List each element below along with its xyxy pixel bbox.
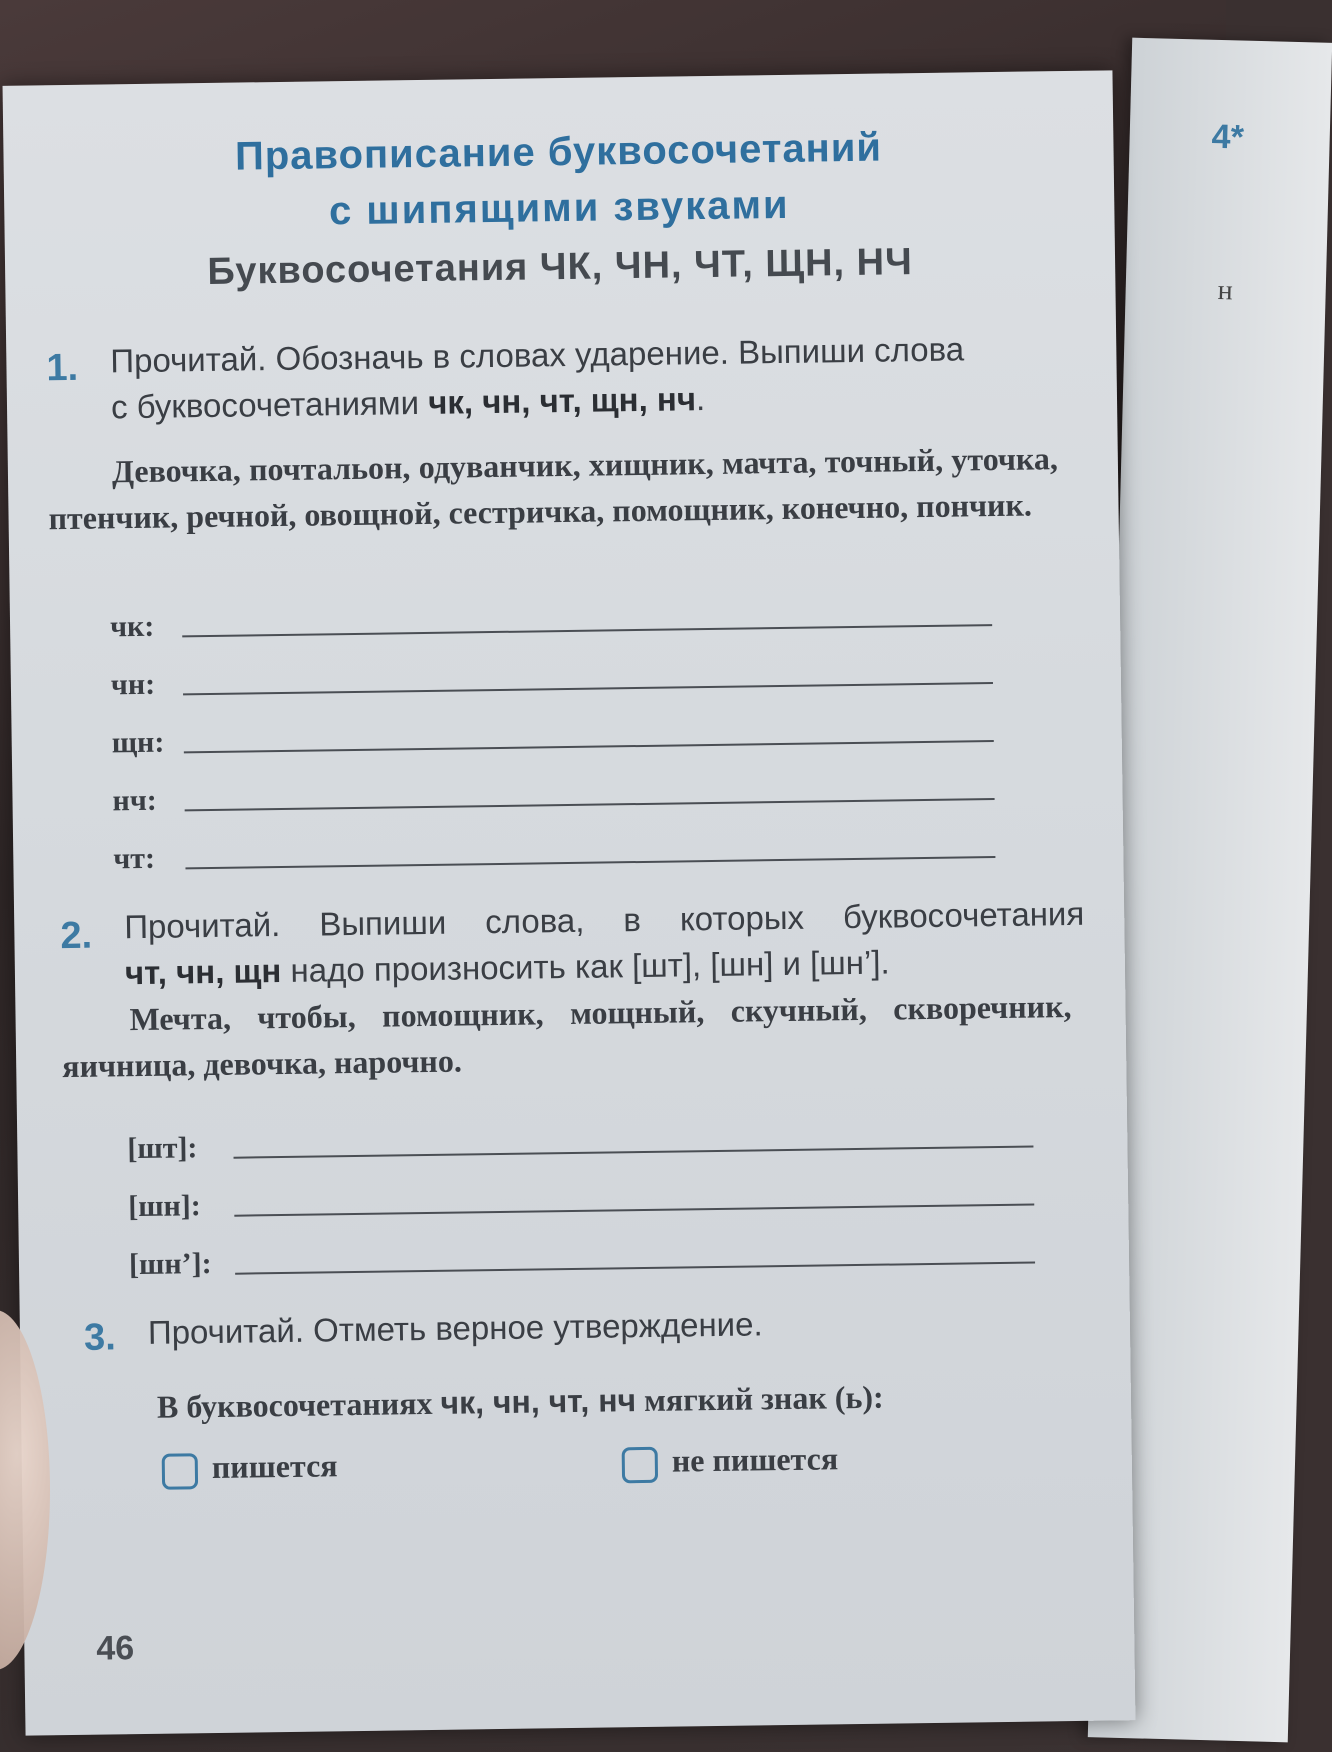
section-subtitle: Буквосочетания ЧК, ЧН, ЧТ, ЩН, НЧ xyxy=(207,241,914,293)
task1-instruction-line1: Прочитай. Обозначь в словах ударение. Выпиши слова xyxy=(110,330,965,380)
task3-statement-suffix: мягкий знак (ь): xyxy=(643,1378,884,1418)
task3-letter-combos: чк, чн, чт, нч xyxy=(440,1382,637,1421)
task1-answer-line[interactable] xyxy=(185,856,995,869)
task1-instruction-prefix: с буквосочетаниями xyxy=(110,384,420,426)
option-not-writes-label: не пишется xyxy=(671,1440,839,1479)
task2-answer-line[interactable] xyxy=(234,1204,1034,1217)
task1-reading-text: Девочка, почтальон, одуванчик, хищник, мачта, точный, уточка, птенчик, речной, овощной, сестричка, помощник, конечно, пончик. xyxy=(48,440,1059,537)
task3-instruction: Прочитай. Отметь верное утверждение. xyxy=(147,1305,763,1351)
task2-answer-row xyxy=(127,1108,1034,1171)
next-page-letter: н xyxy=(1217,275,1234,307)
task1-row-label: чн: xyxy=(110,667,156,702)
task2-row-label: [шт]: xyxy=(127,1131,198,1166)
task1-answer-row xyxy=(111,702,994,764)
task1-row-label: щн: xyxy=(111,725,165,760)
task2-row-label: [шн’]: xyxy=(128,1247,212,1282)
task2-answer-row xyxy=(128,1166,1035,1229)
task2-answer-row xyxy=(129,1224,1036,1287)
task2-instruction xyxy=(124,891,1085,996)
task1-row-label: нч: xyxy=(112,783,157,818)
task1-number: 1. xyxy=(46,346,79,390)
task1-answer-line[interactable] xyxy=(184,740,994,753)
task3-number: 3. xyxy=(83,1316,117,1359)
task3-statement xyxy=(157,1371,1078,1430)
task2-instruction-line1: Прочитай. Выпиши слова, в которых буквосочетания xyxy=(124,894,1085,946)
task2-answer-line[interactable] xyxy=(235,1262,1035,1275)
task1-instruction xyxy=(110,325,1071,430)
task2-letter-combos: чт, чн, щн xyxy=(124,952,282,992)
option-not-writes[interactable] xyxy=(622,1438,1003,1489)
task1-row-label: чк: xyxy=(109,609,155,644)
checkbox-not-writes[interactable] xyxy=(622,1447,658,1483)
page-title-line2: с шипящими звуками xyxy=(328,182,790,234)
task2-reading-text: Мечта, чтобы, помощник, мощный, скучный, скворечник, яичница, девочка, нарочно. xyxy=(61,987,1072,1085)
task1-answer-row xyxy=(113,818,996,880)
task1-letter-combos: чк, чн, чт, щн, нч xyxy=(427,380,697,421)
task1-answer-row xyxy=(112,760,995,822)
task2-number: 2. xyxy=(60,914,93,958)
task1-answer-row xyxy=(110,586,993,648)
next-page-number: 4* xyxy=(1211,117,1245,157)
task2-row-label: [шн]: xyxy=(127,1189,202,1224)
task1-answer-line[interactable] xyxy=(185,798,995,811)
task3-statement-prefix: В буквосочетаниях xyxy=(156,1384,433,1425)
page-title-line1: Правописание буквосочетаний xyxy=(234,125,883,179)
option-writes[interactable] xyxy=(162,1444,543,1495)
checkbox-writes[interactable] xyxy=(162,1453,198,1489)
task2-instruction-rest: надо произносить как [шт], [шн] и [шн’]. xyxy=(290,943,890,989)
workbook-page xyxy=(3,70,1136,1735)
task1-answer-row xyxy=(111,644,994,706)
option-writes-label: пишется xyxy=(211,1447,338,1486)
page-number: 46 xyxy=(96,1629,135,1668)
task1-answer-line[interactable] xyxy=(182,624,992,637)
task1-instruction-end: . xyxy=(695,380,706,418)
task1-answer-line[interactable] xyxy=(183,682,993,695)
task1-row-label: чт: xyxy=(113,841,156,876)
task2-answer-line[interactable] xyxy=(234,1146,1034,1159)
